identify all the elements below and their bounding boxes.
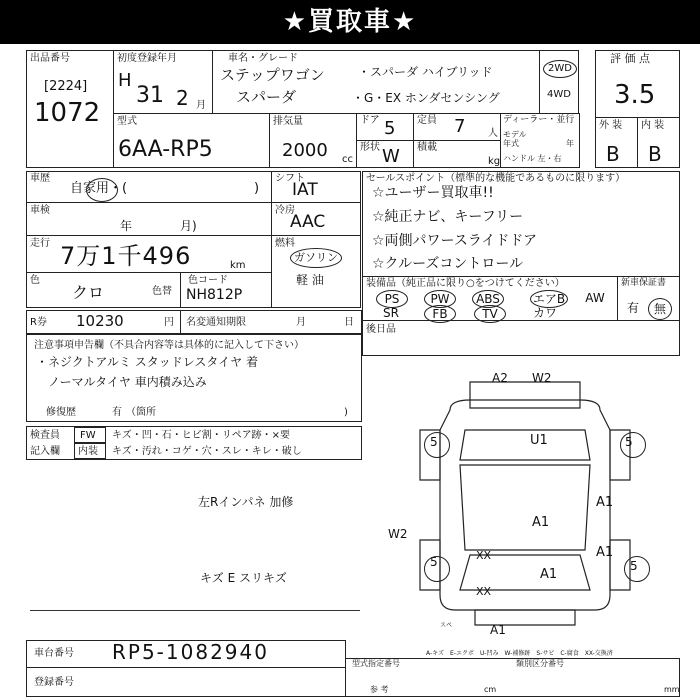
doors-value: 5 bbox=[384, 118, 396, 139]
damage-label: A1 bbox=[540, 567, 558, 582]
sales-point-item: ☆クルーズコントロール bbox=[372, 256, 524, 272]
recycle-unit: 円 bbox=[164, 317, 174, 328]
damage-label: A2 bbox=[492, 371, 508, 385]
repair-label: 修復歴 bbox=[46, 407, 76, 418]
plate-box bbox=[26, 667, 346, 697]
inspector-row2-text: キズ・汚れ・コゲ・穴・スレ・キレ・破し bbox=[112, 446, 302, 457]
name-change-month: 月 bbox=[296, 317, 306, 328]
color-label: 色 bbox=[30, 275, 40, 286]
engine-label: 排気量 bbox=[273, 116, 303, 127]
usage-close: ) bbox=[254, 181, 260, 196]
load-label: 積載 bbox=[417, 142, 437, 153]
dealer-year-label: 年式 bbox=[503, 139, 519, 148]
tire-circle-fl bbox=[424, 432, 450, 458]
chassis-value: RP5-1082940 bbox=[112, 640, 269, 664]
handle-label: ハンドル 左・右 bbox=[503, 154, 562, 163]
repair-close: ) bbox=[344, 407, 348, 418]
plate-label: 登録番号 bbox=[34, 677, 74, 688]
sales-point-item: ☆両側パワースライドドア bbox=[372, 233, 538, 249]
exterior-label: 外 装 bbox=[599, 120, 623, 131]
option-abs-circled: ABS bbox=[472, 290, 504, 308]
inspector-row1-tag: FW bbox=[80, 430, 96, 441]
option-ps-circled: PS bbox=[376, 290, 408, 308]
model-grade-line2: ・G・EX ホンダセンシング bbox=[352, 91, 500, 105]
shift-value: IAT bbox=[292, 180, 318, 200]
damage-label: XX bbox=[476, 585, 492, 598]
tire-score-label: 5 bbox=[430, 435, 438, 449]
damage-label: U1 bbox=[530, 433, 548, 448]
sales-points-label: セールスポイント（標準的な機能であるものに限ります） bbox=[366, 173, 626, 184]
inspection-box bbox=[26, 202, 272, 236]
inspection-label: 車検 bbox=[30, 205, 50, 216]
score-label: 評 価 点 bbox=[610, 52, 650, 65]
car-diagram bbox=[390, 370, 680, 640]
repair-value: 有 bbox=[112, 407, 122, 418]
fuel-diesel: 軽 油 bbox=[296, 273, 324, 287]
inspector-label: 検査員 bbox=[30, 430, 60, 441]
exterior-value: B bbox=[606, 142, 620, 166]
color-code-value: NH812P bbox=[186, 287, 243, 303]
damage-label: A1 bbox=[532, 515, 550, 530]
chassis-label: 車台番号 bbox=[34, 648, 74, 659]
damage-label: A1 bbox=[490, 623, 506, 637]
repair-parts: （箇所 bbox=[126, 407, 156, 418]
inspector-row1-text: キズ・凹・石・ヒビ割・リペア跡・×要 bbox=[112, 430, 290, 441]
page-header-title: ★買取車★ bbox=[0, 0, 700, 44]
capacity-label: 定員 bbox=[417, 115, 437, 126]
inspection-year-unit: 年 bbox=[120, 219, 133, 233]
recycle-label: R券 bbox=[30, 317, 47, 328]
interior-value: B bbox=[648, 142, 662, 166]
registration-year: 31 bbox=[136, 83, 164, 108]
option-leather: カワ bbox=[532, 306, 557, 320]
damage-label: A1 bbox=[596, 545, 614, 560]
ref-unit-mm: mm bbox=[664, 685, 680, 694]
diagram-legend: A-キズ E-エクボ U-凹み W-補修跡 S-サビ C-腐食 XX-交換済 bbox=[426, 650, 613, 657]
mileage-label: 走行 bbox=[30, 238, 50, 249]
capacity-value: 7 bbox=[454, 116, 466, 137]
model-name-line1: ステップワゴン bbox=[220, 66, 325, 84]
dealer-model-label: モデル bbox=[503, 130, 527, 139]
equipment-label: 装備品（純正品に限り○をつけてください） bbox=[366, 278, 565, 289]
dealer-label: ディーラー・並行 bbox=[503, 115, 575, 125]
color-code-label: 色コード bbox=[188, 275, 228, 286]
type-code-value: 6AA-RP5 bbox=[118, 137, 213, 162]
usage-value: 自家用・( bbox=[70, 181, 128, 196]
inspection-month-unit: 月) bbox=[180, 219, 197, 233]
doors-label: ドア bbox=[360, 115, 380, 126]
diagram-small-note: スペ bbox=[440, 622, 453, 629]
option-aw: AW bbox=[585, 291, 605, 305]
drive-2wd-selected: 2WD bbox=[543, 60, 577, 78]
class-number-label: 類別区分番号 bbox=[516, 659, 564, 668]
tire-score-label: 5 bbox=[430, 555, 438, 569]
tire-score-label: 5 bbox=[625, 435, 633, 449]
later-label: 後日品 bbox=[366, 324, 396, 335]
registration-label: 初度登録年月 bbox=[117, 53, 177, 64]
mileage-unit: km bbox=[230, 260, 246, 271]
sales-point-item: ☆純正ナビ、キーフリー bbox=[372, 209, 524, 225]
comment-line2: キズ E スリキズ bbox=[200, 571, 287, 585]
lot-code: [2224] bbox=[44, 79, 88, 94]
comments-underline bbox=[30, 610, 360, 611]
damage-label: W2 bbox=[532, 371, 552, 385]
interior-label: 内 装 bbox=[641, 120, 665, 131]
model-grade-line1: ・スパーダ ハイブリッド bbox=[358, 65, 493, 79]
later-box bbox=[362, 320, 680, 356]
warranty-yes: 有 bbox=[627, 301, 640, 315]
shape-label: 形状 bbox=[360, 142, 380, 153]
engine-value: 2000 bbox=[282, 140, 328, 161]
spec-number-label: 型式指定番号 bbox=[352, 659, 400, 668]
color-value: クロ bbox=[72, 283, 105, 302]
inspector-row2-tag: 内装 bbox=[78, 446, 98, 457]
option-sr: SR bbox=[383, 306, 399, 320]
mileage-value: 7万1千496 bbox=[60, 242, 192, 270]
sales-point-item: ☆ユーザー買取車!! bbox=[372, 185, 494, 201]
color-tone-label: 色替 bbox=[152, 286, 172, 297]
damage-label: W2 bbox=[388, 527, 408, 541]
tire-score-label: 5 bbox=[630, 559, 638, 573]
ref-label: 参 考 bbox=[370, 685, 389, 694]
registration-month-unit: 月 bbox=[196, 100, 206, 111]
recycle-value: 10230 bbox=[76, 312, 124, 330]
option-fb-circled: FB bbox=[424, 305, 456, 323]
dealer-year-unit: 年 bbox=[566, 139, 574, 148]
aircon-value: AAC bbox=[290, 212, 326, 232]
option-pw-circled: PW bbox=[424, 290, 456, 308]
fuel-label: 燃料 bbox=[275, 238, 295, 249]
shape-value: W bbox=[382, 146, 400, 167]
name-change-day: 日 bbox=[344, 317, 354, 328]
aircon-label: 冷房 bbox=[275, 205, 295, 216]
notes-line1: ・ネジクトアルミ スタッドレスタイヤ 着 bbox=[36, 355, 258, 369]
ref-unit-cm: cm bbox=[484, 685, 497, 694]
registration-month: 2 bbox=[176, 86, 189, 110]
warranty-label: 新車保証書 bbox=[621, 278, 667, 288]
name-change-label: 名変通知期限 bbox=[186, 317, 246, 328]
damage-label: A1 bbox=[596, 495, 614, 510]
option-tv-circled: TV bbox=[474, 305, 506, 323]
notes-label: 注意事項申告欄（不具合内容等は具体的に記入して下さい） bbox=[34, 340, 304, 351]
model-label: 車名・グレード bbox=[228, 53, 298, 64]
model-name-line2: スパーダ bbox=[236, 88, 297, 106]
shift-label: シフト bbox=[275, 173, 305, 184]
lot-number: 1072 bbox=[34, 98, 101, 128]
registration-era: H bbox=[118, 70, 132, 91]
usage-circle-mark bbox=[86, 178, 118, 202]
type-code-label: 型式 bbox=[117, 116, 137, 127]
usage-label: 車歴 bbox=[30, 173, 50, 184]
tire-circle-rl bbox=[424, 556, 450, 582]
option-airbag-circled: エアB bbox=[530, 290, 568, 308]
entry-label: 記入欄 bbox=[30, 446, 60, 457]
load-unit: kg bbox=[488, 156, 501, 167]
score-value: 3.5 bbox=[614, 80, 656, 110]
capacity-unit: 人 bbox=[488, 128, 498, 139]
notes-line2: ノーマルタイヤ 車内積み込み bbox=[48, 375, 207, 389]
warranty-no-selected: 無 bbox=[648, 298, 672, 320]
fuel-gasoline-selected: ガソリン bbox=[290, 248, 342, 268]
damage-label: XX bbox=[476, 549, 492, 562]
lot-number-label: 出品番号 bbox=[30, 53, 70, 64]
tire-circle-rr bbox=[624, 556, 650, 582]
engine-unit: cc bbox=[342, 154, 353, 165]
comment-line1: 左Rインパネ 加修 bbox=[198, 495, 294, 509]
drive-4wd: 4WD bbox=[547, 89, 571, 100]
usage-box bbox=[26, 171, 272, 203]
tire-circle-fr bbox=[620, 432, 646, 458]
